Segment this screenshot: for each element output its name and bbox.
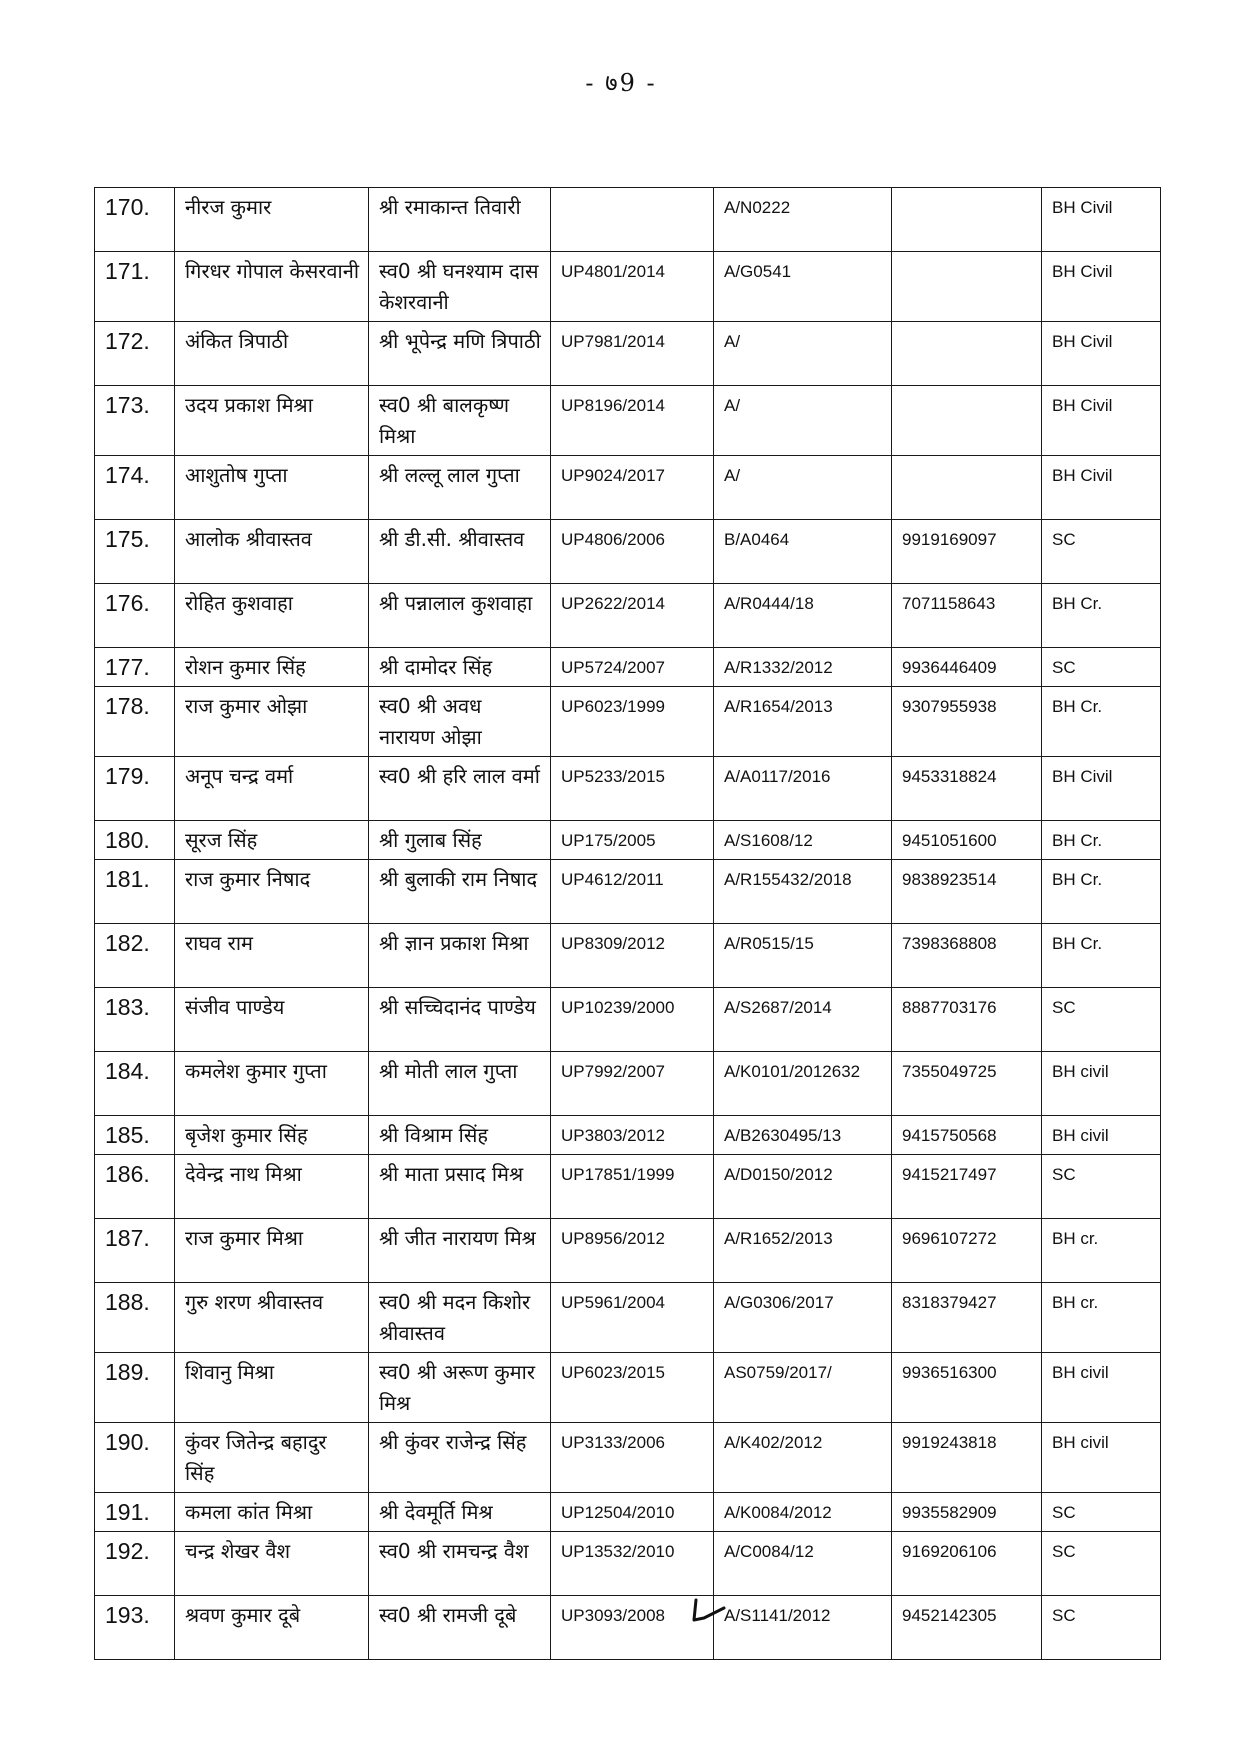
enrollment-number-cell: UP12504/2010 xyxy=(551,1493,714,1532)
enrollment-number-cell: UP5961/2004 xyxy=(551,1283,714,1353)
cop-number-cell: A/B2630495/13 xyxy=(714,1116,892,1155)
enrollment-number-cell: UP8956/2012 xyxy=(551,1219,714,1283)
cop-number-cell: A/S1608/12 xyxy=(714,821,892,860)
cop-number-cell: A/R0444/18 xyxy=(714,584,892,648)
enrollment-number-cell: UP10239/2000 xyxy=(551,988,714,1052)
cop-number-cell: A/S2687/2014 xyxy=(714,988,892,1052)
serial-number-cell: 173. xyxy=(95,386,175,456)
serial-number-cell: 187. xyxy=(95,1219,175,1283)
serial-number-cell: 183. xyxy=(95,988,175,1052)
cop-number-cell: A/R155432/2018 xyxy=(714,860,892,924)
father-name-cell: स्व0 श्री बालकृष्ण मिश्रा xyxy=(369,386,551,456)
cop-number-cell: A/A0117/2016 xyxy=(714,757,892,821)
mobile-number-cell: 9919243818 xyxy=(892,1423,1042,1493)
advocate-name-cell: राघव राम xyxy=(175,924,369,988)
serial-number-cell: 174. xyxy=(95,456,175,520)
mobile-number-cell: 7071158643 xyxy=(892,584,1042,648)
table-row xyxy=(95,1155,1161,1219)
father-name-cell: स्व0 श्री रामचन्द्र वैश xyxy=(369,1532,551,1596)
advocate-name-cell: राज कुमार ओझा xyxy=(175,687,369,757)
serial-number-cell: 189. xyxy=(95,1353,175,1423)
father-name-cell: स्व0 श्री मदन किशोर श्रीवास्तव xyxy=(369,1283,551,1353)
category-cell: BH Cr. xyxy=(1042,821,1161,860)
serial-number-cell: 185. xyxy=(95,1116,175,1155)
enrollment-number-cell: UP7992/2007 xyxy=(551,1052,714,1116)
enrollment-number-cell: UP17851/1999 xyxy=(551,1155,714,1219)
page-number: - ७9 - xyxy=(585,69,657,97)
father-name-cell: श्री देवमूर्ति मिश्र xyxy=(369,1493,551,1532)
category-cell: SC xyxy=(1042,1532,1161,1596)
category-cell: BH Civil xyxy=(1042,386,1161,456)
table-row xyxy=(95,252,1161,322)
advocate-name-cell: कुंवर जितेन्द्र बहादुर सिंह xyxy=(175,1423,369,1493)
father-name-cell: स्व0 श्री अवध नारायण ओझा xyxy=(369,687,551,757)
mobile-number-cell xyxy=(892,456,1042,520)
table-row xyxy=(95,1219,1161,1283)
mobile-number-cell xyxy=(892,386,1042,456)
category-cell: BH Civil xyxy=(1042,322,1161,386)
mobile-number-cell: 7398368808 xyxy=(892,924,1042,988)
father-name-cell: श्री जीत नारायण मिश्र xyxy=(369,1219,551,1283)
advocate-name-cell: आशुतोष गुप्ता xyxy=(175,456,369,520)
serial-number-cell: 192. xyxy=(95,1532,175,1596)
table-row xyxy=(95,1116,1161,1155)
father-name-cell: श्री मोती लाल गुप्ता xyxy=(369,1052,551,1116)
father-name-cell: श्री ज्ञान प्रकाश मिश्रा xyxy=(369,924,551,988)
serial-number-cell: 176. xyxy=(95,584,175,648)
advocate-name-cell: आलोक श्रीवास्तव xyxy=(175,520,369,584)
cop-number-cell: A/G0541 xyxy=(714,252,892,322)
advocate-name-cell: सूरज सिंह xyxy=(175,821,369,860)
serial-number-cell: 188. xyxy=(95,1283,175,1353)
category-cell: BH cr. xyxy=(1042,1219,1161,1283)
cop-number-cell: A/K402/2012 xyxy=(714,1423,892,1493)
mobile-number-cell: 9169206106 xyxy=(892,1532,1042,1596)
cop-number-cell: A/S1141/2012 xyxy=(714,1596,892,1660)
table-row xyxy=(95,386,1161,456)
father-name-cell: श्री दामोदर सिंह xyxy=(369,648,551,687)
table-row xyxy=(95,648,1161,687)
father-name-cell: श्री कुंवर राजेन्द्र सिंह xyxy=(369,1423,551,1493)
advocate-name-cell: गिरधर गोपाल केसरवानी xyxy=(175,252,369,322)
mobile-number-cell: 9696107272 xyxy=(892,1219,1042,1283)
father-name-cell: श्री बुलाकी राम निषाद xyxy=(369,860,551,924)
serial-number-cell: 181. xyxy=(95,860,175,924)
category-cell: BH civil xyxy=(1042,1353,1161,1423)
serial-number-cell: 191. xyxy=(95,1493,175,1532)
table-row xyxy=(95,520,1161,584)
advocate-name-cell: संजीव पाण्डेय xyxy=(175,988,369,1052)
father-name-cell: श्री माता प्रसाद मिश्र xyxy=(369,1155,551,1219)
category-cell: SC xyxy=(1042,520,1161,584)
cop-number-cell: A/D0150/2012 xyxy=(714,1155,892,1219)
mobile-number-cell: 9453318824 xyxy=(892,757,1042,821)
enrollment-number-cell: UP8309/2012 xyxy=(551,924,714,988)
advocate-name-cell: शिवानु मिश्रा xyxy=(175,1353,369,1423)
cop-number-cell: A/R1652/2013 xyxy=(714,1219,892,1283)
handwritten-initial-mark xyxy=(690,1596,730,1626)
advocate-name-cell: रोहित कुशवाहा xyxy=(175,584,369,648)
cop-number-cell: A/ xyxy=(714,322,892,386)
table-row xyxy=(95,322,1161,386)
cop-number-cell: A/G0306/2017 xyxy=(714,1283,892,1353)
mobile-number-cell: 8887703176 xyxy=(892,988,1042,1052)
table-row xyxy=(95,1493,1161,1532)
serial-number-cell: 178. xyxy=(95,687,175,757)
mobile-number-cell: 9919169097 xyxy=(892,520,1042,584)
mobile-number-cell: 9936446409 xyxy=(892,648,1042,687)
table-row xyxy=(95,584,1161,648)
category-cell: SC xyxy=(1042,648,1161,687)
table-row xyxy=(95,1596,1161,1660)
father-name-cell: श्री सच्चिदानंद पाण्डेय xyxy=(369,988,551,1052)
serial-number-cell: 175. xyxy=(95,520,175,584)
serial-number-cell: 172. xyxy=(95,322,175,386)
category-cell: SC xyxy=(1042,1155,1161,1219)
father-name-cell: स्व0 श्री रामजी दूबे xyxy=(369,1596,551,1660)
category-cell: BH cr. xyxy=(1042,1283,1161,1353)
cop-number-cell: A/R1654/2013 xyxy=(714,687,892,757)
table-row xyxy=(95,1283,1161,1353)
table-row xyxy=(95,456,1161,520)
mobile-number-cell: 9452142305 xyxy=(892,1596,1042,1660)
mobile-number-cell xyxy=(892,188,1042,252)
advocate-name-cell: राज कुमार निषाद xyxy=(175,860,369,924)
father-name-cell: श्री भूपेन्द्र मणि त्रिपाठी xyxy=(369,322,551,386)
enrollment-number-cell: UP4806/2006 xyxy=(551,520,714,584)
mobile-number-cell xyxy=(892,252,1042,322)
serial-number-cell: 186. xyxy=(95,1155,175,1219)
enrollment-number-cell: UP6023/1999 xyxy=(551,687,714,757)
table-row xyxy=(95,860,1161,924)
category-cell: BH Civil xyxy=(1042,252,1161,322)
category-cell: BH civil xyxy=(1042,1116,1161,1155)
mobile-number-cell: 9451051600 xyxy=(892,821,1042,860)
enrollment-number-cell: UP7981/2014 xyxy=(551,322,714,386)
mobile-number-cell: 9838923514 xyxy=(892,860,1042,924)
table-row xyxy=(95,1353,1161,1423)
father-name-cell: स्व0 श्री घनश्याम दास केशरवानी xyxy=(369,252,551,322)
enrollment-number-cell: UP9024/2017 xyxy=(551,456,714,520)
advocate-name-cell: कमला कांत मिश्रा xyxy=(175,1493,369,1532)
category-cell: BH Civil xyxy=(1042,456,1161,520)
enrollment-number-cell: UP4612/2011 xyxy=(551,860,714,924)
category-cell: BH civil xyxy=(1042,1052,1161,1116)
mobile-number-cell: 9415217497 xyxy=(892,1155,1042,1219)
advocate-name-cell: रोशन कुमार सिंह xyxy=(175,648,369,687)
category-cell: BH Civil xyxy=(1042,757,1161,821)
cop-number-cell: A/C0084/12 xyxy=(714,1532,892,1596)
table-row xyxy=(95,757,1161,821)
table-body xyxy=(95,188,1161,1660)
enrollment-number-cell: UP5724/2007 xyxy=(551,648,714,687)
category-cell: SC xyxy=(1042,988,1161,1052)
serial-number-cell: 177. xyxy=(95,648,175,687)
category-cell: BH Cr. xyxy=(1042,584,1161,648)
serial-number-cell: 193. xyxy=(95,1596,175,1660)
enrollment-number-cell xyxy=(551,188,714,252)
father-name-cell: स्व0 श्री अरूण कुमार मिश्र xyxy=(369,1353,551,1423)
enrollment-number-cell: UP3133/2006 xyxy=(551,1423,714,1493)
table-row xyxy=(95,1423,1161,1493)
table-row xyxy=(95,821,1161,860)
cop-number-cell: A/K0101/2012632 xyxy=(714,1052,892,1116)
category-cell: BH Cr. xyxy=(1042,687,1161,757)
serial-number-cell: 190. xyxy=(95,1423,175,1493)
mobile-number-cell: 8318379427 xyxy=(892,1283,1042,1353)
advocate-name-cell: राज कुमार मिश्रा xyxy=(175,1219,369,1283)
table-row xyxy=(95,924,1161,988)
cop-number-cell: A/K0084/2012 xyxy=(714,1493,892,1532)
serial-number-cell: 184. xyxy=(95,1052,175,1116)
father-name-cell: श्री गुलाब सिंह xyxy=(369,821,551,860)
enrollment-number-cell: UP175/2005 xyxy=(551,821,714,860)
serial-number-cell: 170. xyxy=(95,188,175,252)
father-name-cell: श्री रमाकान्त तिवारी xyxy=(369,188,551,252)
mobile-number-cell: 9935582909 xyxy=(892,1493,1042,1532)
category-cell: SC xyxy=(1042,1493,1161,1532)
category-cell: SC xyxy=(1042,1596,1161,1660)
serial-number-cell: 182. xyxy=(95,924,175,988)
father-name-cell: श्री लल्लू लाल गुप्ता xyxy=(369,456,551,520)
cop-number-cell: A/ xyxy=(714,386,892,456)
cop-number-cell: A/N0222 xyxy=(714,188,892,252)
table-row xyxy=(95,988,1161,1052)
table-row xyxy=(95,1052,1161,1116)
table-row xyxy=(95,687,1161,757)
cop-number-cell: A/ xyxy=(714,456,892,520)
category-cell: BH civil xyxy=(1042,1423,1161,1493)
serial-number-cell: 179. xyxy=(95,757,175,821)
cop-number-cell: A/R0515/15 xyxy=(714,924,892,988)
category-cell: BH Civil xyxy=(1042,188,1161,252)
enrollment-number-cell: UP6023/2015 xyxy=(551,1353,714,1423)
cop-number-cell: A/R1332/2012 xyxy=(714,648,892,687)
enrollment-number-cell: UP3803/2012 xyxy=(551,1116,714,1155)
father-name-cell: स्व0 श्री हरि लाल वर्मा xyxy=(369,757,551,821)
mobile-number-cell: 9415750568 xyxy=(892,1116,1042,1155)
category-cell: BH Cr. xyxy=(1042,924,1161,988)
enrollment-number-cell: UP3093/2008 xyxy=(551,1596,714,1660)
enrollment-number-cell: UP4801/2014 xyxy=(551,252,714,322)
mobile-number-cell: 9936516300 xyxy=(892,1353,1042,1423)
table-row xyxy=(95,1532,1161,1596)
mobile-number-cell: 7355049725 xyxy=(892,1052,1042,1116)
advocate-name-cell: श्रवण कुमार दूबे xyxy=(175,1596,369,1660)
enrollment-number-cell: UP13532/2010 xyxy=(551,1532,714,1596)
table-row xyxy=(95,188,1161,252)
advocate-name-cell: कमलेश कुमार गुप्ता xyxy=(175,1052,369,1116)
advocate-name-cell: उदय प्रकाश मिश्रा xyxy=(175,386,369,456)
advocate-name-cell: नीरज कुमार xyxy=(175,188,369,252)
father-name-cell: श्री डी.सी. श्रीवास्तव xyxy=(369,520,551,584)
enrollment-number-cell: UP5233/2015 xyxy=(551,757,714,821)
cop-number-cell: B/A0464 xyxy=(714,520,892,584)
advocate-name-cell: बृजेश कुमार सिंह xyxy=(175,1116,369,1155)
advocate-register-table xyxy=(94,187,1161,1660)
advocate-name-cell: गुरु शरण श्रीवास्तव xyxy=(175,1283,369,1353)
enrollment-number-cell: UP8196/2014 xyxy=(551,386,714,456)
cop-number-cell: AS0759/2017/ xyxy=(714,1353,892,1423)
father-name-cell: श्री विश्राम सिंह xyxy=(369,1116,551,1155)
advocate-name-cell: अंकित त्रिपाठी xyxy=(175,322,369,386)
advocate-name-cell: देवेन्द्र नाथ मिश्रा xyxy=(175,1155,369,1219)
mobile-number-cell: 9307955938 xyxy=(892,687,1042,757)
advocate-name-cell: अनूप चन्द्र वर्मा xyxy=(175,757,369,821)
category-cell: BH Cr. xyxy=(1042,860,1161,924)
father-name-cell: श्री पन्नालाल कुशवाहा xyxy=(369,584,551,648)
enrollment-number-cell: UP2622/2014 xyxy=(551,584,714,648)
advocate-name-cell: चन्द्र शेखर वैश xyxy=(175,1532,369,1596)
serial-number-cell: 171. xyxy=(95,252,175,322)
serial-number-cell: 180. xyxy=(95,821,175,860)
mobile-number-cell xyxy=(892,322,1042,386)
